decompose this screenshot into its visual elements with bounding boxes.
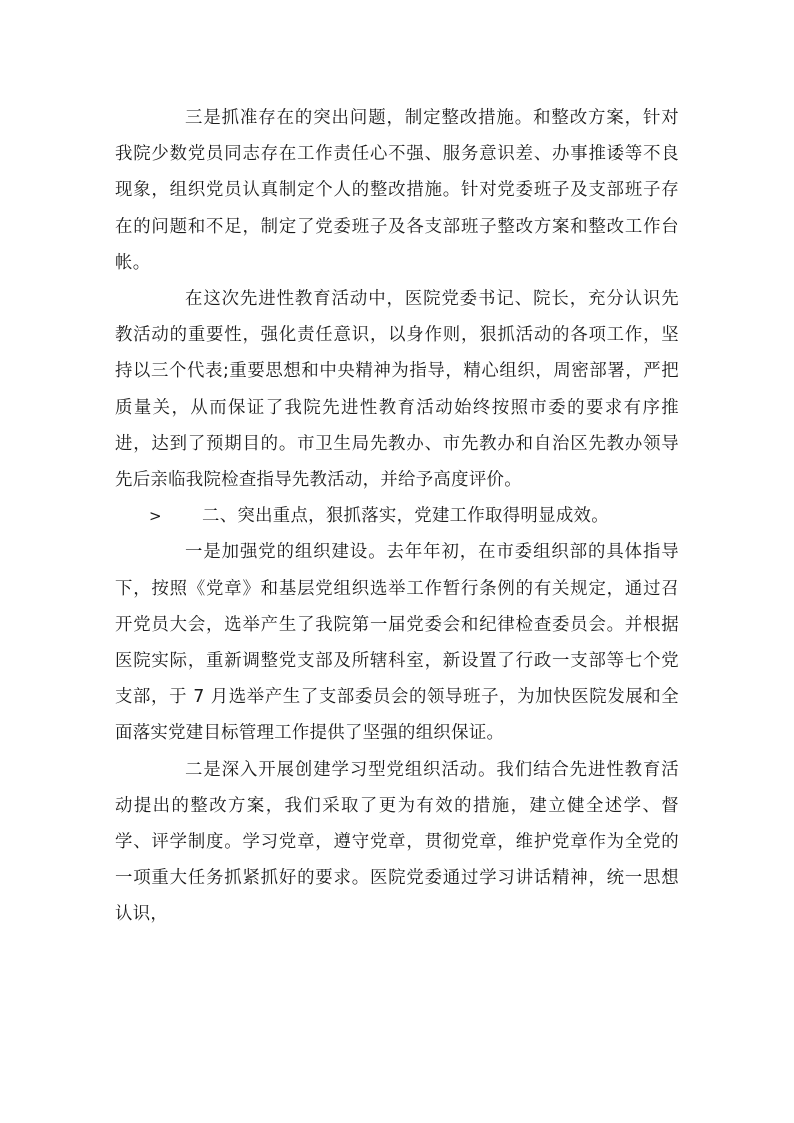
document-body — [115, 100, 679, 933]
paragraph-leadership: 在这次先进性教育活动中，医院党委书记、院长，充分认识先教活动的重要性，强化责任意识，以身作则，狠抓活动的各项工作，坚持以三个代表;重要思想和中央精神为指导，精心组织，周密部署，严把质量关，从而保证了我院先进性教育活动始终按照市委的要求有序推进，达到了预期目的。市卫生局先教办、市先教办和自治区先教办领导先后亲临我院检查指导先教活动，并给予高度评价。 — [115, 289, 679, 491]
section-heading-text: 二、突出重点，狠抓落实，党建工作取得明显成效。 — [202, 506, 609, 527]
paragraph-organization: 一是加强党的组织建设。去年年初，在市委组织部的具体指导下，按照《党章》和基层党组织选举工作暂行条例的有关规定，通过召开党员大会，选举产生了我院第一届党委会和纪律检查委员会。并根据医院实际，重新调整党支部及所辖科室，新设置了行政一支部等七个党支部，于 7 月选举产生了支部委员会的领导班子，为加快医院发展和全面落实党建目标管理工作提供了坚强的组织保证。 — [115, 542, 679, 744]
heading-marker: > — [149, 507, 162, 526]
paragraph-learning: 二是深入开展创建学习型党组织活动。我们结合先进性教育活动提出的整改方案，我们采取了更为有效的措施，建立健全述学、督学、评学制度。学习党章，遵守党章，贯彻党章，维护党章作为全党的一项重大任务抓紧抓好的要求。医院党委通过学习讲话精神，统一思想认识， — [115, 759, 679, 925]
section-heading — [115, 498, 679, 534]
paragraph-rectification: 三是抓准存在的突出问题，制定整改措施。和整改方案，针对我院少数党员同志存在工作责任心不强、服务意识差、办事推诿等不良现象，组织党员认真制定个人的整改措施。针对党委班子及支部班子存在的问题和不足，制定了党委班子及各支部班子整改方案和整改工作台帐。 — [115, 108, 679, 273]
